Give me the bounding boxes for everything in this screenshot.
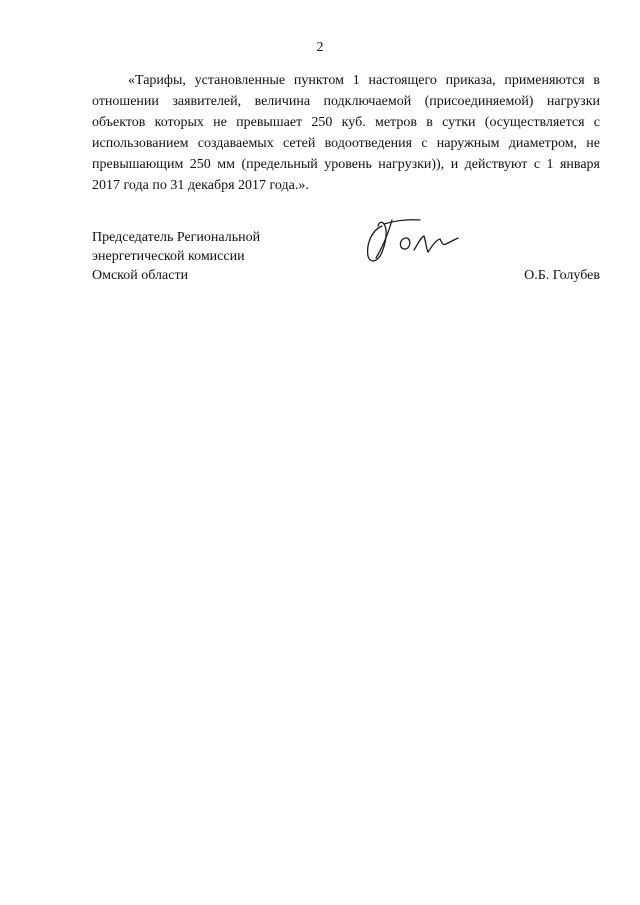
signatory-title bbox=[92, 228, 260, 285]
signatory-name: О.Б. Голубев bbox=[524, 268, 600, 283]
signatory-title-line-3: Омской области bbox=[92, 268, 189, 283]
page-number: 2 bbox=[316, 40, 324, 55]
handwritten-signature-icon bbox=[362, 212, 462, 268]
signatory-title-line-2: энергетической комиссии bbox=[92, 249, 245, 264]
body-paragraph: «Тарифы, установленные пунктом 1 настоящего приказа, применяются в отношении заявителей, величина подключаемой (присоединяемой) нагрузки объектов которых не превышает 250 куб. метров в сутки (осуществляется с использованием создаваемых сетей водоотведения с наружным диаметром, не превышающим 250 мм (предельный уровень нагрузки)), и действуют с 1 января 2017 года по 31 декабря 2017 года.». bbox=[92, 73, 600, 193]
signatory-title-line-1: Председатель Региональной bbox=[92, 230, 261, 245]
